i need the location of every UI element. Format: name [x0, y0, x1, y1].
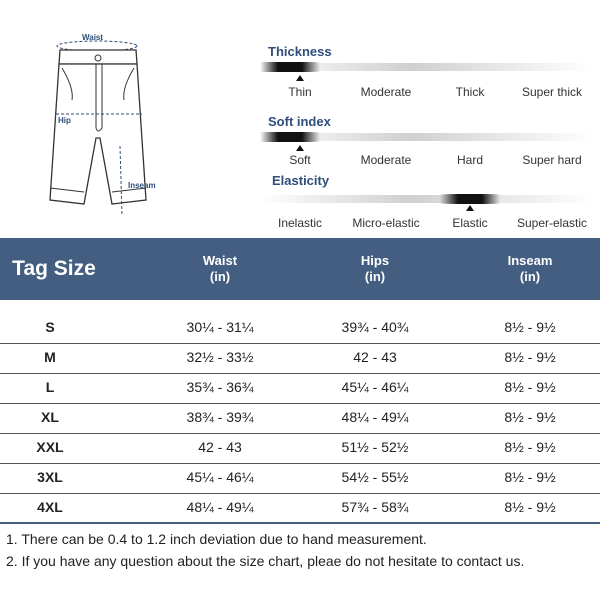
- size-cell: L: [45, 379, 55, 395]
- thickness-option: Thick: [455, 85, 485, 99]
- inseam-cell: 8½ - 9½: [504, 499, 556, 515]
- waist-cell: 38¾ - 39¾: [186, 409, 254, 425]
- header-hips-unit: (in): [364, 269, 386, 284]
- thickness-options: [260, 85, 594, 101]
- table-row: [0, 371, 600, 404]
- waist-cell: 48¼ - 49¼: [186, 499, 254, 515]
- soft-index-title: Soft index: [268, 114, 331, 129]
- hips-cell: 45¼ - 46¼: [341, 379, 409, 395]
- fabric-properties: [260, 44, 594, 234]
- header-waist: [140, 238, 300, 300]
- soft-index-options: [260, 153, 594, 169]
- size-table-header: [0, 238, 600, 300]
- header-inseam-name: Inseam: [507, 253, 553, 268]
- table-row: [0, 491, 600, 523]
- elasticity-title: Elasticity: [272, 173, 330, 188]
- waist-cell: 42 - 43: [198, 439, 242, 455]
- waist-label: Waist: [82, 33, 104, 42]
- hip-label: Hip: [58, 116, 71, 125]
- elasticity-scale: [260, 193, 594, 205]
- hips-cell: 51½ - 52½: [341, 439, 409, 455]
- waist-cell: 30¼ - 31¼: [186, 319, 254, 335]
- inseam-cell: 8½ - 9½: [504, 409, 556, 425]
- thickness-option: Super thick: [521, 85, 583, 99]
- soft-index-option: Hard: [456, 153, 483, 167]
- table-bottom-rule: [0, 522, 600, 524]
- size-cell: 3XL: [37, 469, 63, 485]
- table-row: [0, 401, 600, 434]
- note-item: 2. If you have any question about the size chart, pleae do not hesitate to contact us.: [6, 553, 525, 569]
- soft-index-marker: [296, 145, 304, 151]
- soft-index-option: Soft: [289, 153, 311, 167]
- hips-cell: 54½ - 55½: [341, 469, 409, 485]
- header-waist-unit: (in): [209, 269, 231, 284]
- table-row: [0, 431, 600, 464]
- hips-cell: 57¾ - 58¾: [341, 499, 409, 515]
- soft-index-scale: [260, 131, 594, 143]
- thickness-option: Thin: [288, 85, 312, 99]
- table-row: [0, 341, 600, 374]
- elasticity-option: Micro-elastic: [352, 216, 420, 230]
- note-item: 1. There can be 0.4 to 1.2 inch deviation due to hand measurement.: [6, 531, 427, 547]
- size-chart-notes: [6, 528, 600, 572]
- soft-index-option: Moderate: [360, 153, 412, 167]
- hips-cell: 42 - 43: [353, 349, 397, 365]
- button-shape: [95, 55, 101, 61]
- soft-index-option: Super hard: [522, 153, 582, 167]
- size-cell: S: [45, 319, 55, 335]
- inseam-cell: 8½ - 9½: [504, 349, 556, 365]
- size-cell: M: [44, 349, 56, 365]
- elasticity-option: Super-elastic: [516, 216, 588, 230]
- header-tag-size: [0, 238, 108, 300]
- inseam-cell: 8½ - 9½: [504, 439, 556, 455]
- elasticity-options: [260, 216, 594, 232]
- shorts-measurement-diagram: [38, 28, 238, 228]
- table-row: [0, 311, 600, 344]
- header-inseam: [450, 238, 600, 300]
- size-cell: XXL: [36, 439, 64, 455]
- thickness-scale: [260, 61, 594, 73]
- table-row: [0, 461, 600, 494]
- thickness-title: Thickness: [268, 44, 332, 59]
- thickness-option: Moderate: [360, 85, 412, 99]
- size-cell: XL: [41, 409, 59, 425]
- header-hips-name: Hips: [360, 253, 390, 268]
- size-cell: 4XL: [37, 499, 63, 515]
- header-hips: [295, 238, 455, 300]
- header-tag-size-label: Tag Size: [12, 257, 96, 280]
- inseam-cell: 8½ - 9½: [504, 379, 556, 395]
- inseam-cell: 8½ - 9½: [504, 469, 556, 485]
- waist-cell: 32½ - 33½: [186, 349, 254, 365]
- elasticity-option: Elastic: [452, 216, 488, 230]
- thickness-marker: [296, 75, 304, 81]
- waist-cell: 35¾ - 36¾: [186, 379, 254, 395]
- elasticity-option: Inelastic: [277, 216, 323, 230]
- waist-cell: 45¼ - 46¼: [186, 469, 254, 485]
- hips-cell: 39¾ - 40¾: [341, 319, 409, 335]
- inseam-label: Inseam: [128, 181, 156, 190]
- inseam-cell: 8½ - 9½: [504, 319, 556, 335]
- header-inseam-unit: (in): [519, 269, 541, 284]
- elasticity-marker: [466, 205, 474, 211]
- header-waist-name: Waist: [202, 253, 238, 268]
- hips-cell: 48¼ - 49¼: [341, 409, 409, 425]
